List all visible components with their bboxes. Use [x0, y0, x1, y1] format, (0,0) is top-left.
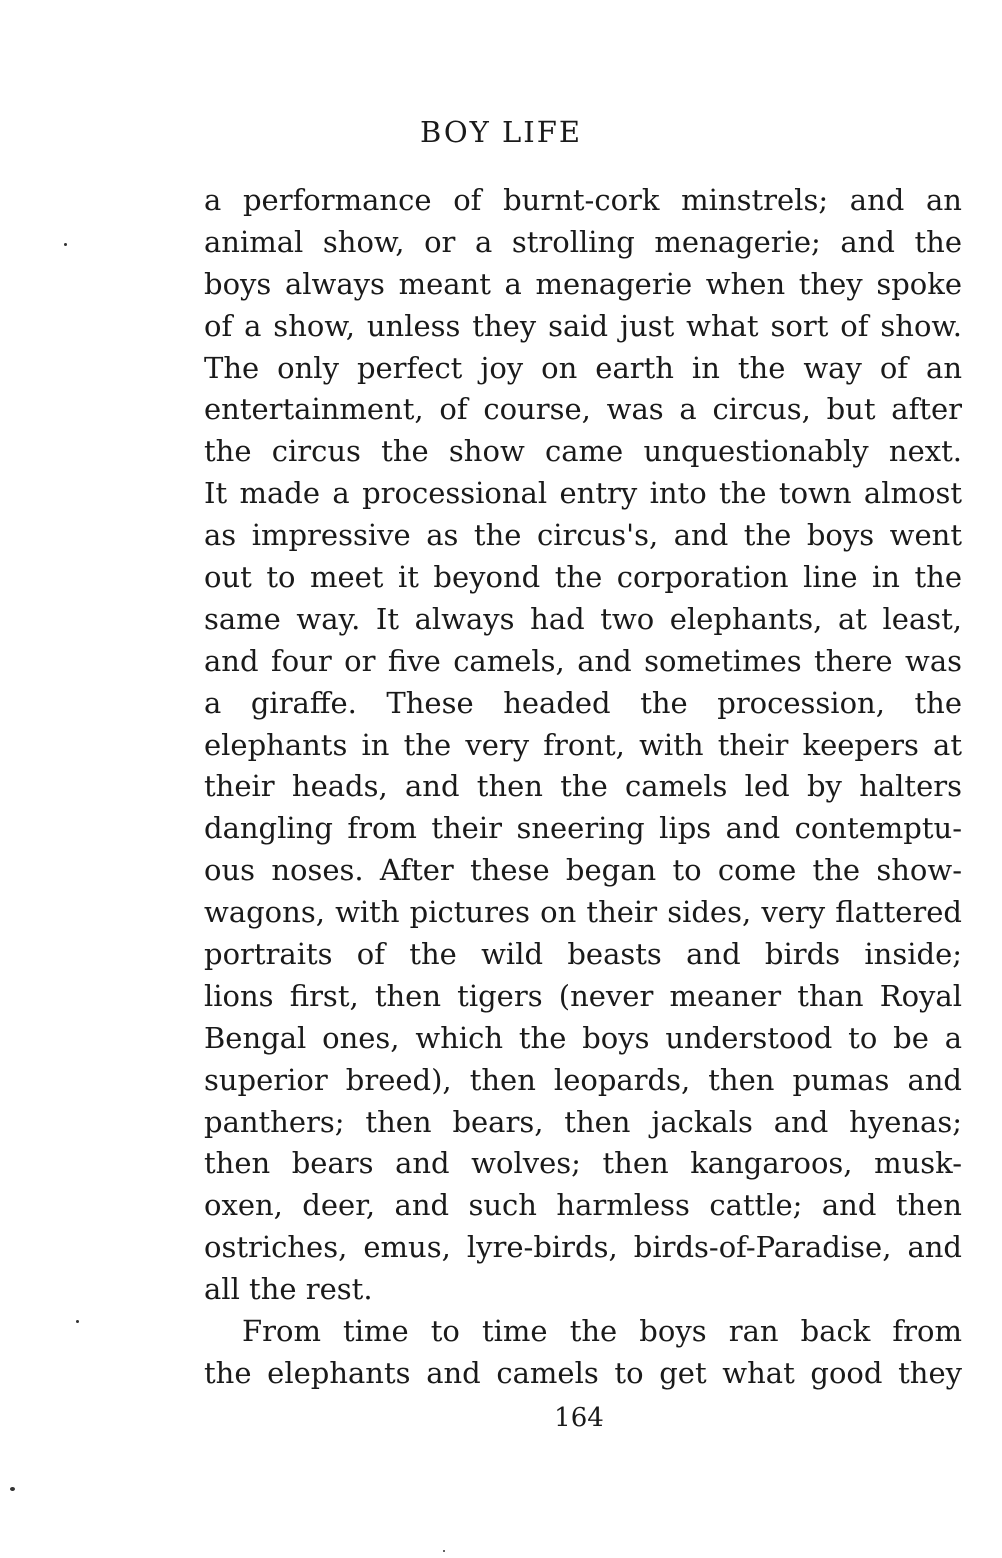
text-line: ostriches, emus, lyre-birds, birds-of-Paradise, and [204, 1230, 962, 1265]
text-line: of a show, unless they said just what sort of show. [204, 308, 962, 343]
text-line: then bears and wolves; then kangaroos, musk- [204, 1146, 962, 1181]
scan-speck [10, 1487, 15, 1491]
text-line: as impressive as the circus's, and the boys went [204, 518, 962, 553]
text-line: out to meet it beyond the corporation line in the [204, 560, 962, 595]
scan-speck [76, 1320, 79, 1323]
text-line: the circus the show came unquestionably next. [204, 434, 962, 469]
text-line: From time to time the boys ran back from [242, 1314, 962, 1349]
paragraph-2 [204, 1311, 962, 1395]
text-line: all the rest. [204, 1272, 373, 1307]
text-line: lions first, then tigers (never meaner than Royal [204, 978, 962, 1013]
text-line: Bengal ones, which the boys understood to be a [204, 1020, 962, 1055]
text-line: panthers; then bears, then jackals and hyenas; [204, 1104, 962, 1139]
text-line: ous noses. After these began to come the show- [204, 853, 962, 888]
body-text [204, 180, 962, 1395]
text-line: wagons, with pictures on their sides, very flattered [204, 895, 962, 930]
text-line: portraits of the wild beasts and birds inside; [204, 937, 962, 972]
text-line: It made a processional entry into the town almost [204, 476, 962, 511]
page-number: 164 [554, 1403, 604, 1433]
text-line: The only perfect joy on earth in the way of an [204, 350, 962, 385]
text-line: a giraffe. These headed the procession, the [204, 685, 962, 720]
text-line: a performance of burnt-cork minstrels; and an [204, 183, 962, 217]
paragraph-1 [204, 180, 962, 1311]
text-line: same way. It always had two elephants, at least, [204, 601, 962, 636]
text-line: their heads, and then the camels led by halters [204, 769, 962, 804]
text-line: oxen, deer, and such harmless cattle; and then [204, 1188, 962, 1223]
scan-speck [443, 1550, 445, 1552]
scan-speck [64, 243, 67, 246]
text-line: animal show, or a strolling menagerie; and the [204, 224, 962, 259]
running-head: BOY LIFE [420, 115, 582, 149]
text-line: dangling from their sneering lips and contemptu- [204, 811, 962, 846]
text-line: superior breed), then leopards, then pumas and [204, 1062, 962, 1097]
text-line: entertainment, of course, was a circus, but after [204, 392, 962, 427]
text-line: and four or five camels, and sometimes there was [204, 643, 962, 678]
text-line: elephants in the very front, with their keepers at [204, 727, 962, 762]
text-line: the elephants and camels to get what good they [204, 1355, 962, 1390]
text-line: boys always meant a menagerie when they spoke [204, 266, 962, 301]
